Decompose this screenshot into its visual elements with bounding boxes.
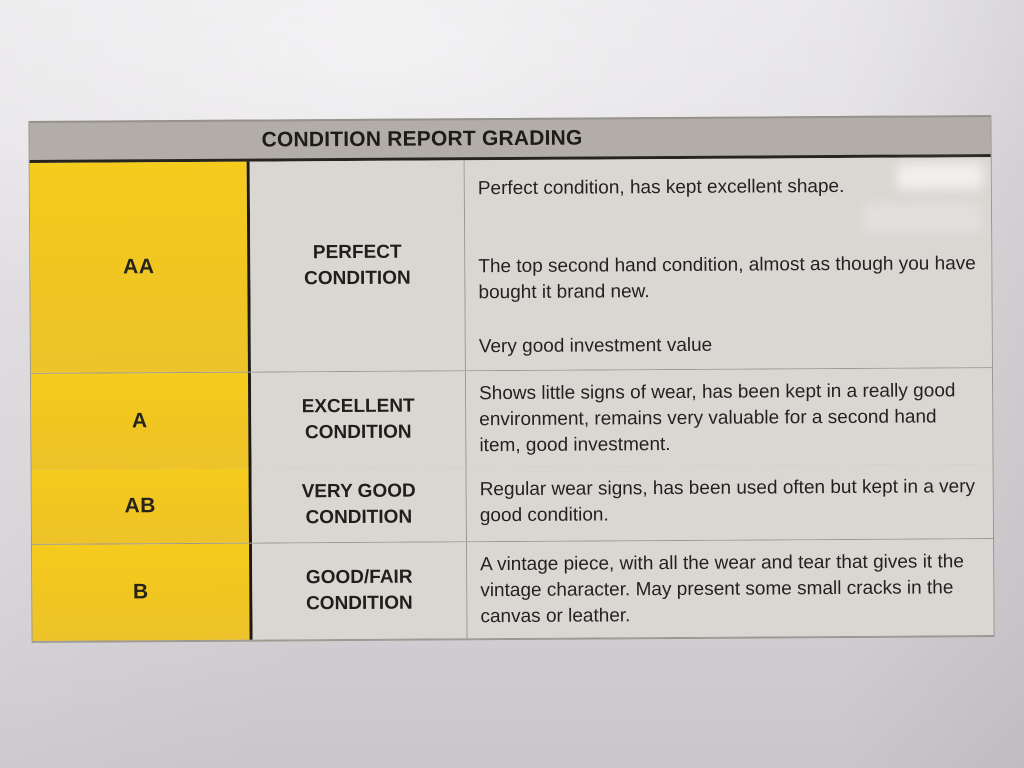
description-cell-ab (467, 464, 993, 541)
table-row (32, 464, 993, 545)
description-cell-b (467, 539, 994, 638)
correction-fluid-patch (863, 203, 981, 234)
condition-grading-table (28, 115, 994, 643)
table-row (31, 368, 993, 470)
condition-cell-aa: PERFECT CONDITION (250, 160, 466, 371)
description-paragraph: The top second hand condition, almost as though you have bought it brand new. (478, 253, 976, 304)
table-row (30, 157, 992, 374)
table-title: CONDITION REPORT GRADING (261, 126, 583, 152)
condition-cell-a: EXCELLENT CONDITION (251, 371, 467, 468)
description-cell-a (466, 368, 993, 467)
description-paragraph: Shows little signs of wear, has been kept in a really good environment, remains very valuable for a second hand item, good investment. (479, 380, 956, 457)
grade-cell-b: B (32, 544, 253, 641)
grade-cell-aa: AA (30, 162, 251, 373)
condition-cell-b: GOOD/FAIR CONDITION (252, 542, 468, 639)
table-header-row (29, 115, 990, 163)
condition-cell-ab: VERY GOOD CONDITION (252, 467, 467, 542)
description-paragraph: Very good investment value (478, 334, 713, 358)
table-row (32, 539, 994, 642)
grade-cell-ab: AB (32, 469, 252, 544)
description-cell-aa (465, 157, 992, 370)
description-paragraph: A vintage piece, with all the wear and tear that gives it the vintage character. May present some small cracks in the canvas or leather. (480, 551, 964, 628)
grade-cell-a: A (31, 373, 252, 470)
description-paragraph: Perfect condition, has kept excellent shape. (477, 175, 845, 200)
description-paragraph: Regular wear signs, has been used often but kept in a very good condition. (479, 476, 976, 527)
